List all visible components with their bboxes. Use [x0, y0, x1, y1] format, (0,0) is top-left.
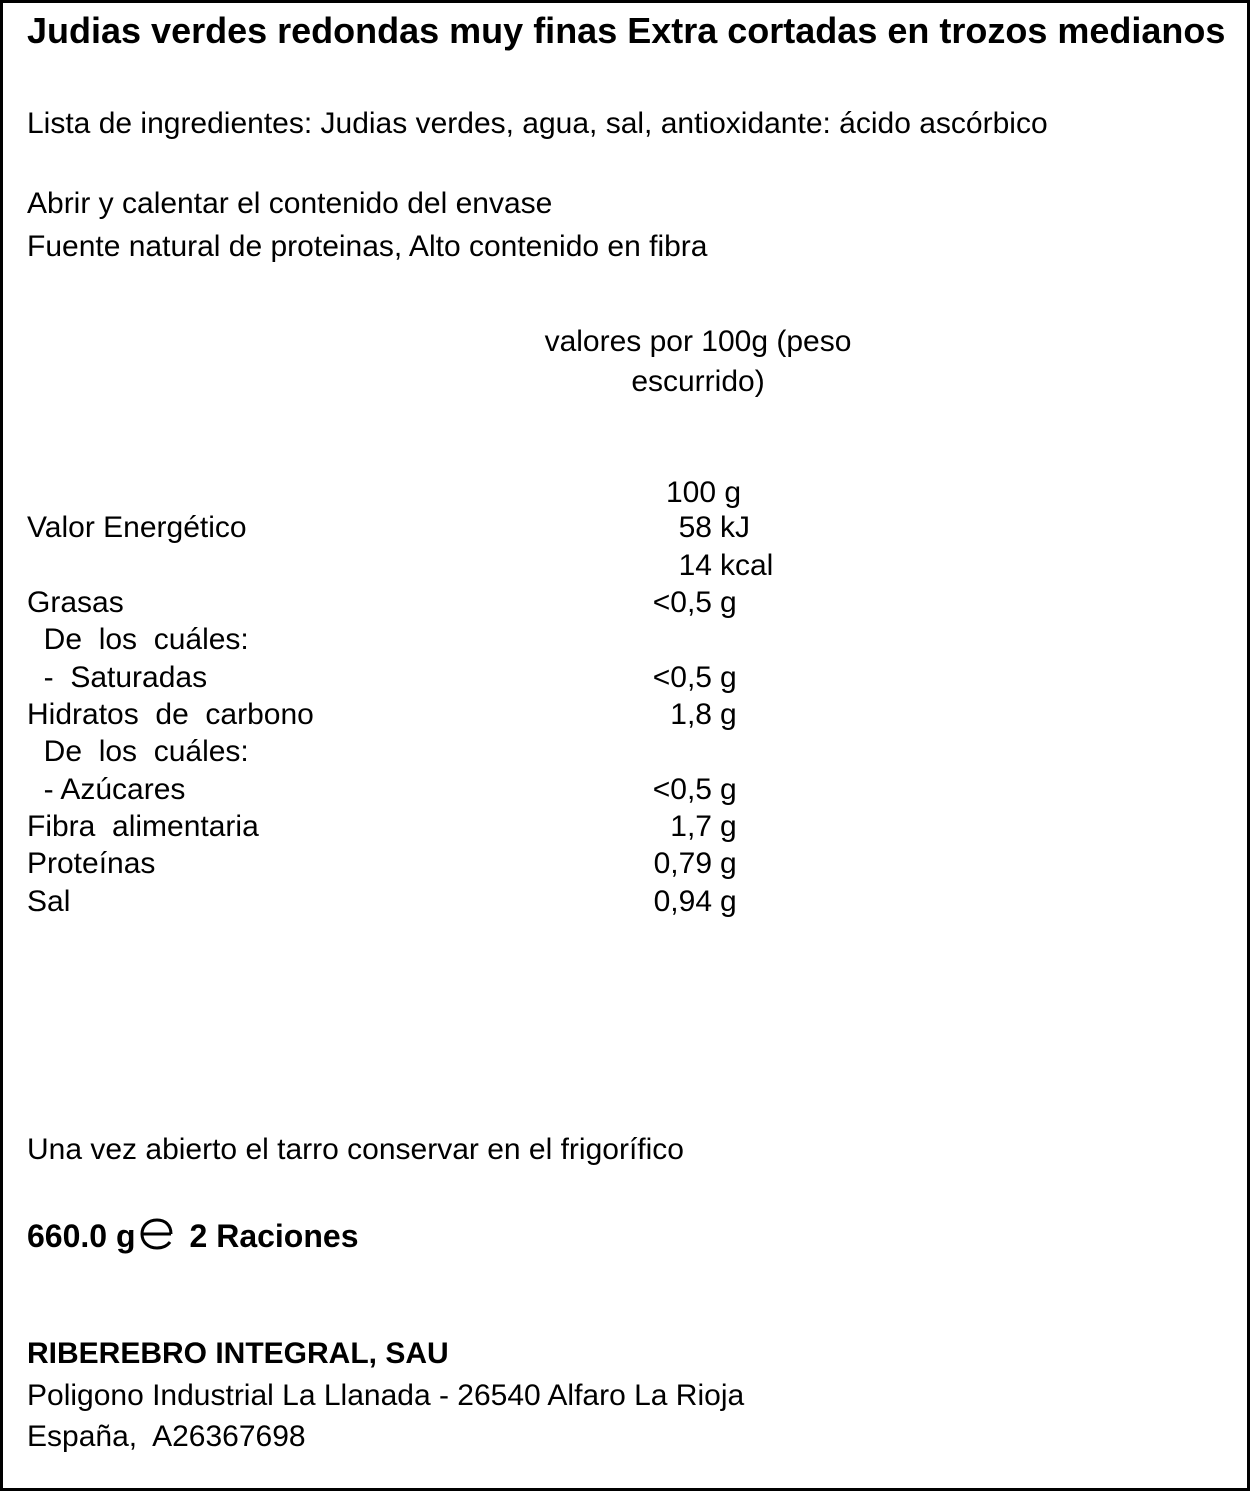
nutrition-row-unit: g	[720, 810, 737, 843]
nutrition-row-label: Grasas	[27, 586, 124, 619]
nutrition-row-value: 14	[678, 549, 712, 582]
nutrition-row-unit: g	[720, 885, 737, 918]
nutrition-row-unit: g	[720, 586, 737, 619]
nutrition-row-label: De los cuáles:	[27, 623, 249, 656]
preparation-instructions: Abrir y calentar el contenido del envase	[27, 187, 553, 220]
nutrition-row-unit: g	[720, 847, 737, 880]
nutrition-row-value: <0,5	[652, 661, 712, 694]
nutrition-row-label: Valor Energético	[27, 511, 247, 544]
nutrition-row-label: Proteínas	[27, 847, 156, 880]
nutrition-row-unit: kJ	[720, 511, 750, 544]
nutrition-row-unit: g	[720, 661, 737, 694]
nutrition-row-label: Hidratos de carbono	[27, 698, 314, 731]
storage-instructions: Una vez abierto el tarro conservar en el frigorífico	[27, 1133, 684, 1166]
product-title: Judias verdes redondas muy finas Extra cortadas en trozos medianos	[27, 10, 1226, 51]
servings: 2 Raciones	[189, 1218, 359, 1254]
ingredients-list: Lista de ingredientes: Judias verdes, agua, sal, antioxidante: ácido ascórbico	[27, 107, 1048, 140]
nutrition-row-label: - Azúcares	[27, 773, 186, 806]
nutrition-row-unit: kcal	[720, 549, 774, 582]
nutrition-header-line2: escurrido)	[631, 365, 765, 398]
nutrition-row-value: 1,7	[670, 810, 712, 843]
nutrition-claims: Fuente natural de proteinas, Alto contenido en fibra	[27, 230, 708, 263]
net-weight: 660.0 g	[27, 1218, 136, 1254]
nutrition-row-value: <0,5	[652, 586, 712, 619]
net-weight-line	[27, 1217, 358, 1256]
company-name: RIBEREBRO INTEGRAL, SAU	[27, 1337, 449, 1370]
nutrition-row-value: 58	[678, 511, 712, 544]
nutrition-row-value: 1,8	[670, 698, 712, 731]
e-mark-icon	[138, 1217, 178, 1256]
nutrition-row-unit: g	[720, 773, 737, 806]
nutrition-header-line1: valores por 100g (peso	[544, 325, 852, 358]
nutrition-row-value: <0,5	[652, 773, 712, 806]
nutrition-row-label: De los cuáles:	[27, 735, 249, 768]
company-address: Poligono Industrial La Llanada - 26540 Alfaro La Rioja	[27, 1379, 745, 1412]
nutrition-row-unit: g	[720, 698, 737, 731]
nutrition-row-label: Fibra alimentaria	[27, 810, 259, 843]
nutrition-portion: 100 g	[666, 476, 742, 509]
nutrition-row-label: Sal	[27, 885, 71, 918]
nutrition-row-value: 0,94	[653, 885, 712, 918]
nutrition-row-value: 0,79	[653, 847, 712, 880]
nutrition-row-label: - Saturadas	[27, 661, 208, 694]
company-country-vat: España, A26367698	[27, 1420, 306, 1453]
